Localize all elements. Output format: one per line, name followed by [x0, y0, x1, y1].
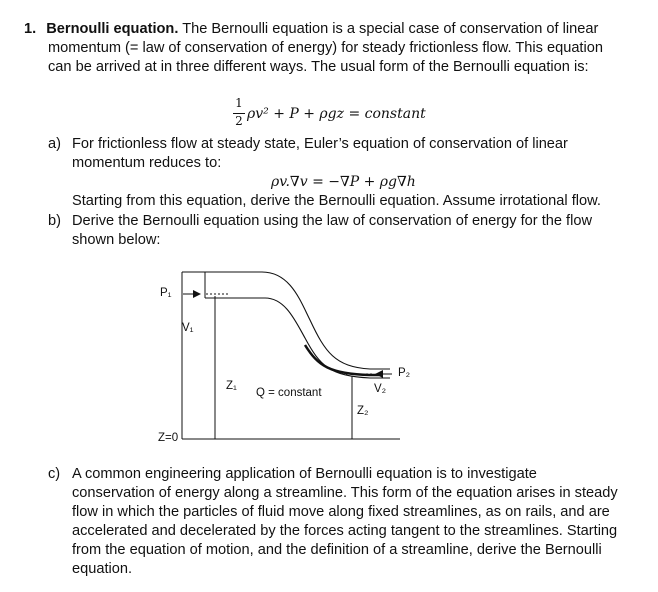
flow-rate-label: Q = constant: [256, 387, 322, 399]
part-a-line-2: momentum reduces to:: [72, 155, 222, 171]
part-a-line-3: Starting from this equation, derive the Bernoulli equation. Assume irrotational flow.: [72, 193, 601, 209]
problem-intro-line-3: can be arrived at in three different ways. The usual form of the Bernoulli equation is:: [48, 59, 589, 75]
z0-label: Z=0: [158, 432, 179, 444]
problem-title: Bernoulli equation.: [46, 21, 179, 37]
problem-intro-text-1: The Bernoulli equation is a special case of conservation of linear: [182, 21, 599, 37]
part-a-label: a): [48, 136, 61, 152]
flow-band: [305, 345, 380, 375]
part-c-line-1: A common engineering application of Bernoulli equation is to investigate: [72, 466, 537, 482]
part-a-line-1: For frictionless flow at steady state, Euler’s equation of conservation of linear: [72, 136, 568, 152]
equation-fraction-denominator: 2: [235, 114, 243, 128]
p2-label: P₂: [398, 367, 411, 379]
problem-number: 1.: [24, 21, 37, 37]
equation-main-body: ρv² + P + ρgz = constant: [247, 106, 426, 122]
part-b-line-2: shown below:: [72, 232, 161, 248]
part-c-line-2: conservation of energy along a streamline. This form of the equation arises in steady: [72, 485, 618, 501]
v2-label: V₂: [374, 383, 387, 395]
part-b-line-1: Derive the Bernoulli equation using the law of conservation of energy for the flow: [72, 213, 593, 229]
part-c-line-4: accelerated and decelerated by the forces acting tangent to the streamlines. Starting: [72, 523, 618, 539]
v1-label: V₁: [182, 322, 194, 334]
z1-label: Z₁: [226, 380, 237, 392]
part-c-line-5: from the equation of motion, and the definition of a streamline, derive the Bernoulli: [72, 542, 602, 558]
part-b-label: b): [48, 213, 61, 229]
part-c-line-6: equation.: [72, 561, 133, 577]
z2-label: Z₂: [357, 405, 369, 417]
channel-upper-boundary: [262, 272, 390, 369]
equation-fraction-numerator: 1: [235, 96, 243, 110]
channel-lower-boundary: [205, 298, 390, 378]
p1-label: P₁: [160, 287, 172, 299]
problem-intro-line-2: momentum (= law of conservation of energy) for steady frictionless flow. This equation: [48, 40, 603, 56]
part-c-line-3: flow in which the particles of fluid move along fixed streamlines, as on rails, and are: [72, 504, 610, 520]
euler-equation: ρv.∇v = −∇P + ρg∇h: [271, 174, 416, 190]
part-c-label: c): [48, 466, 61, 482]
